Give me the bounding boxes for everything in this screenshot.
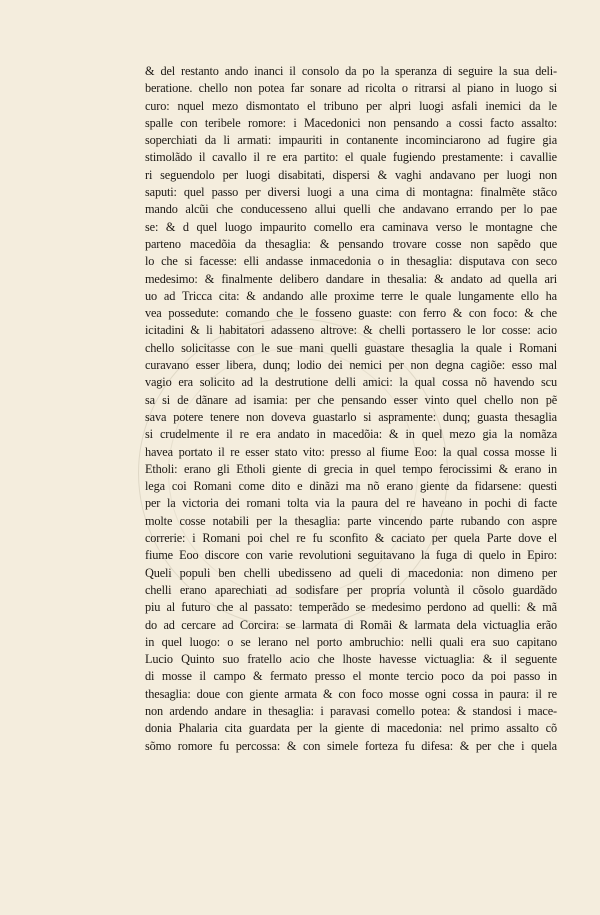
text-line: saputi: quel passo per diversi luogi a una cima di montagna: finalmẽte stãco <box>145 185 557 200</box>
text-line: sa si de dãnare ad isamia: per che pensando esser vinto quel chello non pẽ <box>145 392 557 407</box>
text-line: soperchiati da li armati: impauriti in contanente incominciarono ad fugire gia <box>145 133 557 148</box>
text-line: thesaglia: doue con giente armata & con foco mosse ogni cossa in paura: il re <box>145 686 557 701</box>
text-line: medesimo: & finalmente delibero dandare in thesalia: & andato ad quella ari <box>145 271 557 286</box>
text-line: per la victoria dei romani tolta via la paura del re haveano in pochi di facte <box>145 496 557 511</box>
text-line: fiume Eoo discore con varie revolutioni seguitavano la fuga di quelo in Epiro: <box>145 548 557 563</box>
text-line: vea possedute: comando che le fosseno guaste: con ferro & con foco: & che <box>145 306 557 321</box>
text-line: in quel luogo: o se lerano nel porto ambruchio: nelli quali era suo capitano <box>145 634 557 649</box>
text-line: & del restanto ando inanci il consolo da po la speranza di seguire la sua deli- <box>145 64 557 78</box>
text-line: parteno macedõia da thesaglia: & pensando trovare cosse non sapẽdo que <box>145 236 557 251</box>
text-line: correrie: i Romani poi chel re fu sconfito & caciato per quela Parte dove el <box>145 531 557 546</box>
text-line: icitadini & li habitatori adasseno altrove: & chelli portassero le lor cosse: acio <box>145 323 557 338</box>
text-line: piu al futuro che al passato: temperãdo se medesimo perdono ad quelli: & mã <box>145 600 557 615</box>
text-line: chelli erano aparechiati ad sodisfare per propria voluntà il cõsolo guardãdo <box>145 582 557 597</box>
text-line: do ad cercare ad Corcira: se larmata di Romãi & larmata dela victuaglia erão <box>145 617 557 632</box>
text-line: non ardendo andare in thesaglia: i paravasi comello potea: & standosi i mace- <box>145 703 557 718</box>
text-line: uo ad Tricca cita: & andando alle proxime terre le quale lungamente ello ha <box>145 288 557 303</box>
text-line: se: & d quel luogo impaurito comello era caminava verso le montagne che <box>145 219 557 234</box>
text-line: donia Phalaria cita guardata per la giente di macedonia: nel primo assalto cõ <box>145 721 557 736</box>
text-line: molte cosse notabili per la thesaglia: parte vincendo parte rubando con aspre <box>145 513 557 528</box>
text-line: Lucio Quinto suo fratello acio che lhoste havesse victuaglia: & il seguente <box>145 652 557 667</box>
text-line: sava potere tenere non doveva guastarlo si aspramente: dunq; guasta thesaglia <box>145 409 557 424</box>
text-line: di mosse il campo & fermato presso el monte tercio poco da poi passo in <box>145 669 557 684</box>
text-line: Queli populi ben chelli ubedisseno ad queli di macedonia: non dimeno per <box>145 565 557 580</box>
text-line: curavano esser libera, dunq; lodio dei nemici per non degna cagiõe: esso mal <box>145 358 557 373</box>
text-line: lo che si facesse: elli andasse inmacedonia o in thesaglia: disputava con seco <box>145 254 557 269</box>
text-line: vagio era solicito ad la destrutione delli amici: la qual cossa nõ havendo scu <box>145 375 557 390</box>
text-line: sõmo romore fu percossa: & con simele forteza fu difesa: & per che i quela <box>145 738 557 753</box>
text-line: curo: nquel mezo dismontato el tribuno per alpri luogi asfali inemici da le <box>145 98 557 113</box>
text-line: havea portato il re esser stato vito: presso al fiume Eoo: la qual cossa mosse li <box>145 444 557 459</box>
text-line: Etholi: erano gli Etholi giente di grecia in quel tempo ferocissimi & erano in <box>145 461 557 476</box>
text-line: mando alcũi che conducesseno allui quelli che andavano errando per lo pae <box>145 202 557 217</box>
text-line: si crudelmente il re era andato in macedõia: & in quel mezo gia la nomãza <box>145 427 557 442</box>
text-line: chello solicitasse con le sue mani quelli guastare thesaglia la quale i Romani <box>145 340 557 355</box>
text-line: spalle con teribele romore: i Macedonici non pensando a cossi facto assalto: <box>145 115 557 130</box>
text-line: beratione. chello non potea far sonare ad ricolta o ritrarsi al piano in luogo si <box>145 81 557 96</box>
text-column <box>145 63 557 755</box>
text-line: stimolãdo il cavallo il re era partito: el quale fugiendo prestamente: i cavallie <box>145 150 557 165</box>
text-line: ri seguendolo per luogi disabitati, dispersi & vaghi andavano per luogi non <box>145 167 557 182</box>
text-line: lega coi Romani come dito e dinãzi ma nõ erano giente da fidarsene: questi <box>145 479 557 494</box>
